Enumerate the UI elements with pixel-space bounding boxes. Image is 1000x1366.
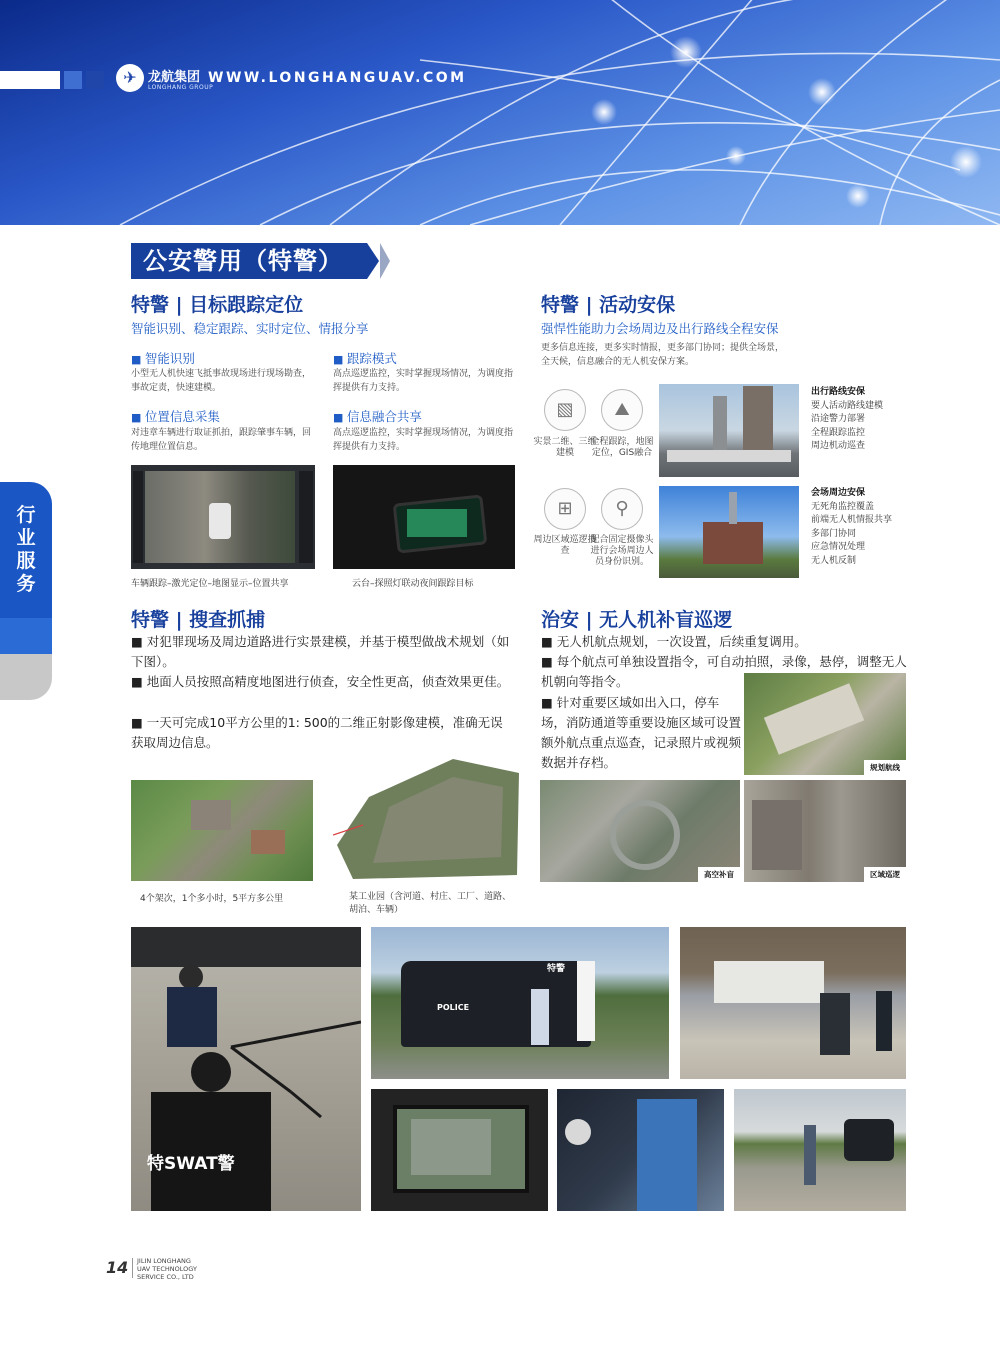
photo-caption: 车辆跟踪–激光定位–地图显示–位置共享 bbox=[131, 579, 289, 589]
company-line: UAV TECHNOLOGY bbox=[137, 1265, 197, 1273]
route-security-photo bbox=[659, 384, 799, 477]
venue-security-photo bbox=[659, 486, 799, 578]
swat-patch: 特SWAT警 bbox=[147, 1154, 235, 1174]
area-patrol-photo bbox=[744, 780, 906, 882]
side-tab bbox=[0, 482, 52, 718]
planned-route-photo bbox=[744, 673, 906, 775]
security-desc: 更多信息连接，更多实时情报，更多部门协同；提供全场景，全天候，信息融合的无人机安保方案。 bbox=[541, 343, 785, 367]
venue-security-title: 会场周边安保 bbox=[811, 488, 866, 498]
icon-label: 周边区域巡逻搜查 bbox=[533, 535, 597, 556]
feature-heading: ■ 智能识别 bbox=[131, 349, 195, 367]
page-number: 14 bbox=[106, 1258, 129, 1277]
route-security-title: 出行路线安保 bbox=[811, 387, 866, 397]
photo-caption: 4个架次，1个多小时，5平方多公里 bbox=[140, 894, 284, 904]
search-paragraph: ■ 地面人员按照高精度地图进行侦查，安全性更高，侦查效果更佳。 bbox=[131, 674, 510, 689]
header-banner bbox=[0, 0, 1000, 225]
aerial-orthophoto bbox=[131, 780, 313, 881]
feature-heading: ■ 信息融合共享 bbox=[333, 407, 422, 425]
list-item: 应急情况处理 bbox=[811, 542, 866, 552]
feature-text: 小型无人机快速飞抵事故现场进行现场勘查，事故定责，快速建模。 bbox=[131, 369, 312, 393]
list-item: 多部门协同 bbox=[811, 528, 857, 539]
chevron-right-icon bbox=[367, 243, 379, 279]
list-item: 沿途警力部署 bbox=[811, 414, 866, 424]
photo-caption: 某工业园（含河道、村庄、工厂、道路、胡泊、车辆） bbox=[349, 892, 512, 915]
footer-company bbox=[137, 1257, 197, 1281]
patrol-paragraph: ■ 每个航点可单独设置指令，可自动拍照，录像，悬停，调整无人机朝向等指令。 bbox=[541, 654, 907, 689]
search-paragraph: ■ 一天可完成10平方公里的1: 500的二维正射影像建模，准确无误获取周边信息。 bbox=[131, 715, 503, 750]
feature-heading: ■ 位置信息采集 bbox=[131, 407, 220, 425]
search-title: 特警 | 搜查抓捕 bbox=[131, 609, 266, 631]
checkpoint-photo bbox=[680, 927, 906, 1079]
photo-tag: 区域巡逻 bbox=[864, 867, 906, 882]
globe-network-graphic bbox=[0, 0, 1000, 225]
list-item: 无死角监控覆盖 bbox=[811, 501, 875, 512]
list-item: 要人活动路线建模 bbox=[811, 400, 884, 411]
search-paragraph: ■ 对犯罪现场及周边道路进行实景建模，并基于模型做战术规划（如下图）。 bbox=[131, 634, 510, 669]
security-title: 特警 | 活动安保 bbox=[541, 294, 676, 316]
icon-label: 全程跟踪，地图定位，GIS融合 bbox=[590, 437, 654, 458]
security-subtitle: 强悍性能助力会场周边及出行路线全程安保 bbox=[541, 321, 779, 336]
feature-text: 高点巡逻监控，实时掌握现场情况，为调度指挥提供有力支持。 bbox=[333, 428, 514, 452]
list-item: 全程跟踪监控 bbox=[811, 427, 866, 438]
icon-label: 实景二维、三维建模 bbox=[533, 437, 597, 458]
feature-text: 高点巡逻监控，实时掌握现场情况，为调度指挥提供有力支持。 bbox=[333, 369, 514, 393]
controller-screen-photo bbox=[371, 1089, 548, 1211]
feature-text: 对违章车辆进行取证抓拍，跟踪肇事车辆，回传地理位置信息。 bbox=[131, 428, 312, 452]
longhang-logo-icon: ✈ bbox=[116, 64, 144, 92]
person-search-icon: ⚲ bbox=[601, 488, 643, 530]
photo-tag: 规划航线 bbox=[864, 760, 906, 775]
company-line: SERVICE CO., LTD bbox=[137, 1273, 194, 1281]
list-item: 前端无人机情报共享 bbox=[811, 515, 893, 525]
side-tab-label: 行业服务 bbox=[16, 504, 36, 595]
route-tracking-icon: ⛰ bbox=[601, 389, 643, 431]
route-security-list bbox=[811, 386, 883, 454]
binoculars-icon: ⊞ bbox=[544, 488, 586, 530]
website-link[interactable]: WWW.LONGHANGUAV.COM bbox=[208, 70, 467, 86]
police-van-photo bbox=[371, 927, 669, 1079]
tracking-subtitle: 智能识别、稳定跟踪、实时定位、情报分享 bbox=[131, 321, 369, 336]
section-title: 公安警用（特警） bbox=[131, 243, 367, 279]
photo-tag: 高空补盲 bbox=[698, 867, 740, 882]
brand-name-cn: 龙航集团 bbox=[148, 70, 201, 85]
night-tracking-photo bbox=[333, 465, 515, 569]
company-line: JILIN LONGHANG bbox=[137, 1257, 191, 1265]
swat-drone-team-photo bbox=[131, 927, 361, 1211]
photo-caption: 云台–探照灯联动夜间跟踪目标 bbox=[352, 579, 474, 589]
brand-name-en: LONGHANG GROUP bbox=[148, 84, 214, 91]
operator-photo bbox=[557, 1089, 724, 1211]
field-deployment-photo bbox=[734, 1089, 906, 1211]
chevron-right-icon bbox=[380, 243, 390, 279]
feature-heading: ■ 跟踪模式 bbox=[333, 349, 397, 367]
vehicle-tracking-screen-photo bbox=[131, 465, 315, 569]
industrial-park-model bbox=[333, 757, 519, 881]
header-color-strip bbox=[0, 69, 108, 91]
map-model-icon: ▧ bbox=[544, 389, 586, 431]
icon-label: 配合固定摄像头进行会场周边人员身份识别。 bbox=[590, 535, 654, 567]
patrol-title: 治安 | 无人机补盲巡逻 bbox=[541, 609, 733, 631]
patrol-paragraph: ■ 针对重要区域如出入口，停车场，消防通道等重要设施区域可设置额外航点重点巡查，记录照片或视频数据并存档。 bbox=[541, 695, 742, 770]
van-police-text: POLICE bbox=[437, 1003, 470, 1012]
venue-security-list bbox=[811, 487, 892, 568]
van-mark: 特警 bbox=[547, 964, 566, 974]
list-item: 周边机动巡查 bbox=[811, 441, 866, 451]
aerial-blind-spot-photo bbox=[540, 780, 740, 882]
patrol-paragraph: ■ 无人机航点规划，一次设置，后续重复调用。 bbox=[541, 634, 807, 649]
footer-divider bbox=[132, 1258, 133, 1278]
tracking-title: 特警 | 目标跟踪定位 bbox=[131, 294, 304, 316]
list-item: 无人机反制 bbox=[811, 555, 857, 566]
